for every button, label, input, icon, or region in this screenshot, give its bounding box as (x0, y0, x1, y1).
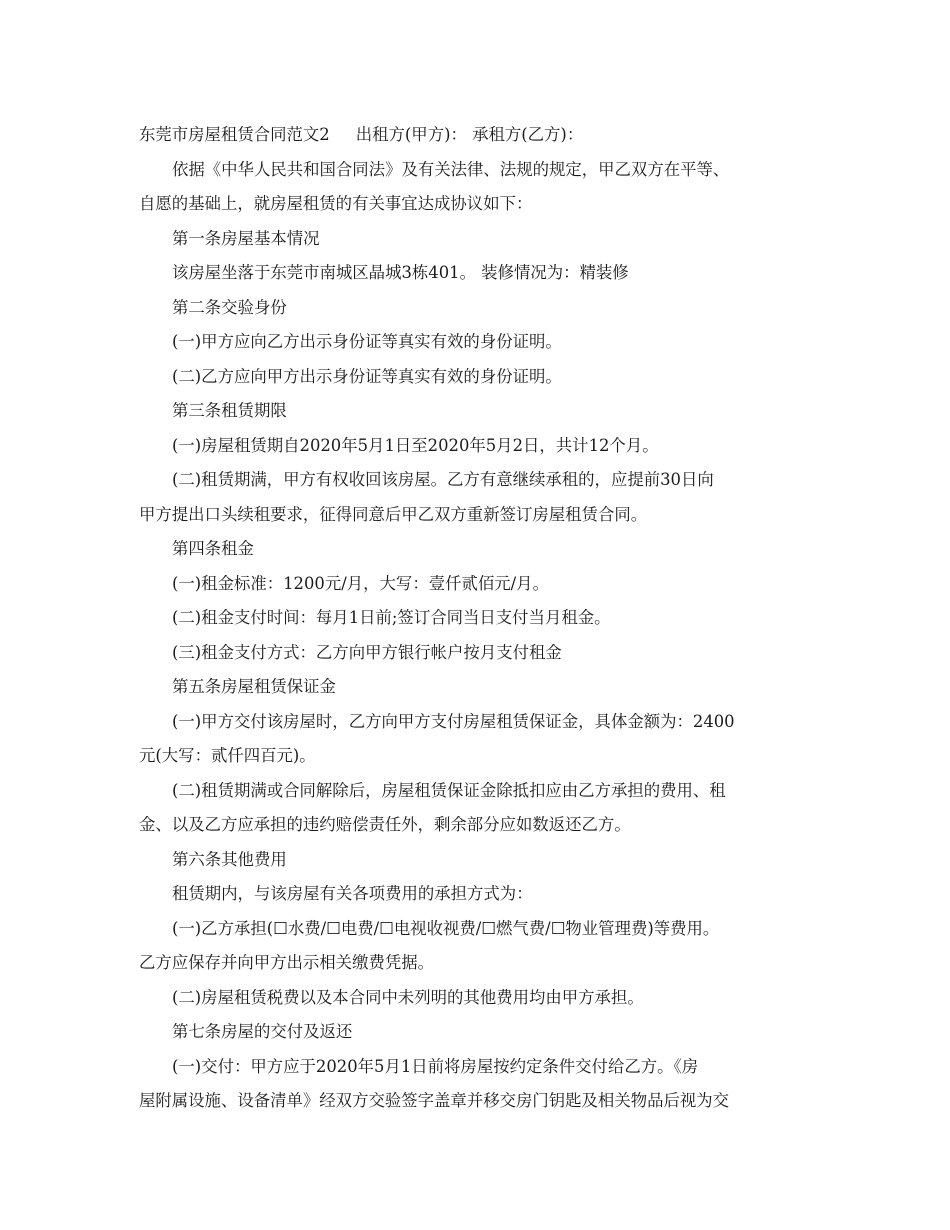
clause-3-2: (二)租赁期满，甲方有权收回该房屋。乙方有意继续承租的，应提前30日向 (172, 470, 714, 489)
document-title: 东莞市房屋租赁合同范文2 (139, 125, 330, 144)
article-heading-2: 第二条交验身份 (172, 297, 287, 317)
clause-2-2: (二)乙方应向甲方出示身份证等真实有效的身份证明。 (172, 366, 562, 386)
article-heading-6: 第六条其他费用 (172, 849, 287, 869)
contract-body (139, 118, 829, 1119)
clause-2-1: (一)甲方应向乙方出示身份证等真实有效的身份证明。 (172, 332, 562, 351)
clause-5-1: (一)甲方交付该房屋时，乙方向甲方支付房屋租赁保证金，具体金额为：2400 (172, 711, 735, 731)
paragraph-preamble-cont: 自愿的基础上，就房屋租赁的有关事宜达成协议如下： (139, 194, 533, 213)
clause-4-3: (三)租金支付方式：乙方向甲方银行帐户按月支付租金 (172, 642, 562, 662)
clause-7-1: (一)交付：甲方应于2020年5月1日前将房屋按约定条件交付给乙方。《房 (172, 1056, 699, 1076)
clause-6-2: (二)房屋租赁税费以及本合同中未列明的其他费用均由甲方承担。 (172, 987, 644, 1007)
clause-4-1: (一)租金标准：1200元/月，大写：壹仟贰佰元/月。 (172, 573, 549, 593)
article-heading-3: 第三条租赁期限 (172, 401, 287, 420)
clause-6-intro: 租赁期内，与该房屋有关各项费用的承担方式为： (172, 884, 533, 903)
clause-7-1-cont: 屋附属设施、设备清单》经双方交验签字盖章并移交房门钥匙及相关物品后视为交 (139, 1091, 730, 1110)
document-heading-line (139, 118, 829, 153)
clause-6-1: (一)乙方承担(☐水费/☐电费/☐电视收视费/☐燃气费/☐物业管理费)等费用。 (172, 918, 720, 938)
clause-6-1-cont: 乙方应保存并向甲方出示相关缴费凭据。 (139, 953, 435, 972)
clause-3-2-cont: 甲方提出口头续租要求，征得同意后甲乙双方重新签订房屋租赁合同。 (139, 504, 648, 524)
clause-4-2: (二)租金支付时间：每月1日前;签订合同当日支付当月租金。 (172, 608, 611, 627)
article-heading-7: 第七条房屋的交付及返还 (172, 1022, 353, 1041)
clause-5-2-cont: 金、以及乙方应承担的违约赔偿责任外，剩余部分应如数返还乙方。 (139, 815, 631, 834)
article-heading-5: 第五条房屋租赁保证金 (172, 677, 336, 696)
clause-5-1-cont: 元(大写：贰仟四百元)。 (139, 746, 316, 765)
clause-3-1: (一)房屋租赁期自2020年5月1日至2020年5月2日，共计12个月。 (172, 435, 659, 455)
clause-5-2: (二)租赁期满或合同解除后，房屋租赁保证金除抵扣应由乙方承担的费用、租 (172, 780, 726, 800)
article-heading-4: 第四条租金 (172, 539, 254, 558)
article-heading-1: 第一条房屋基本情况 (172, 228, 320, 248)
parties-header: 出租方(甲方)： 承租方(乙方)： (355, 125, 584, 144)
property-location: 该房屋坐落于东莞市南城区晶城3栋401。 装修情况为：精装修 (172, 263, 629, 282)
paragraph-preamble: 依据《中华人民共和国合同法》及有关法律、法规的规定，甲乙双方在平等、 (172, 159, 730, 179)
